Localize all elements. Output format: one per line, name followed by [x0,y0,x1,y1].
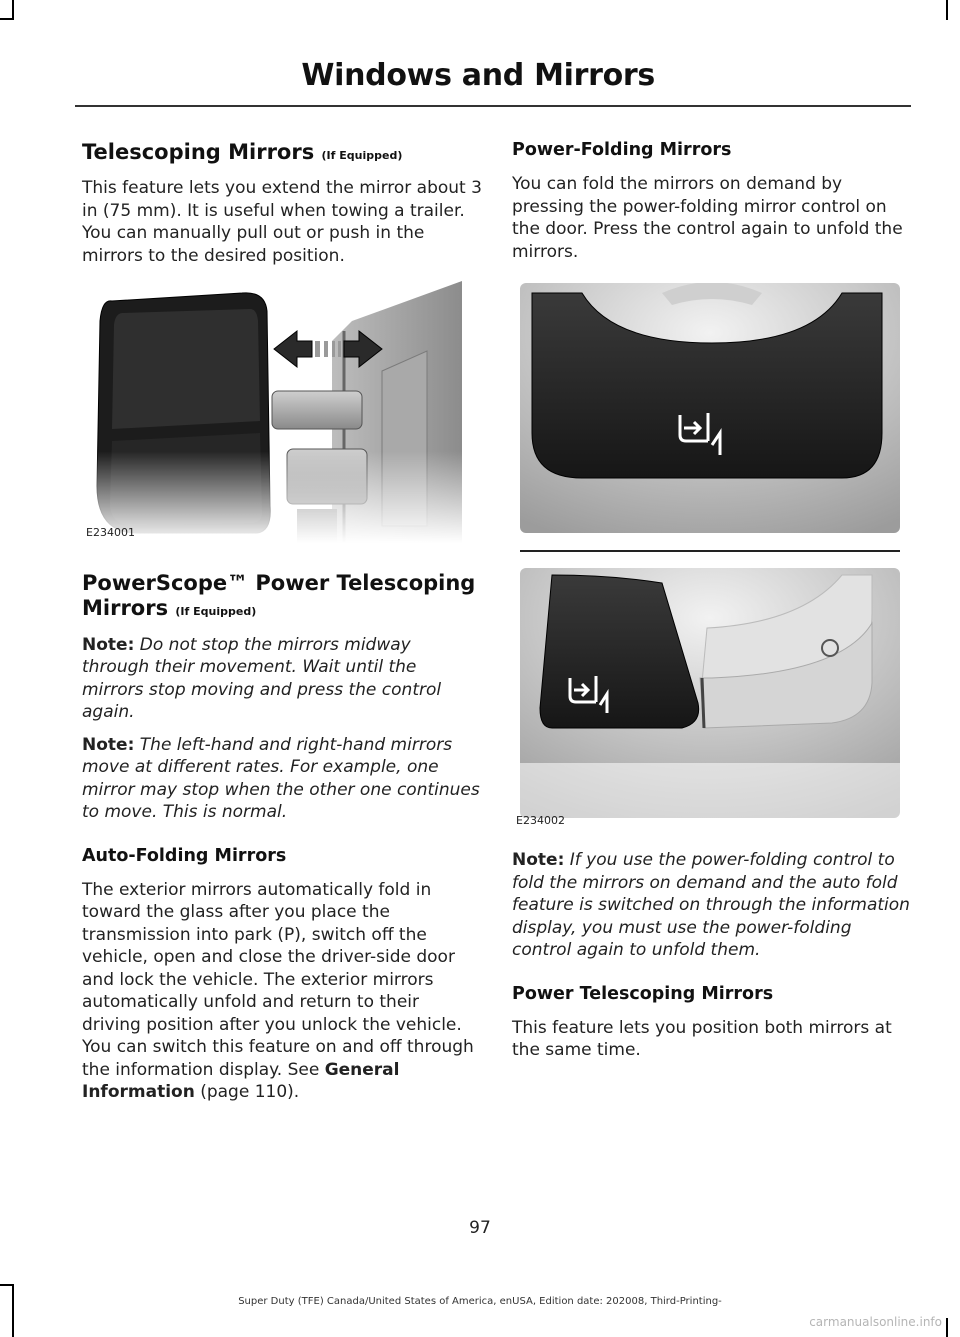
figure-code: E234002 [516,814,565,827]
note-label: Note: [82,734,135,755]
footer-edition-line: Super Duty (TFE) Canada/United States of America, enUSA, Edition date: 202008, Third-Printing- [238,1296,722,1307]
crop-mark-bottom-left-v [12,1284,14,1337]
crop-mark-top-left-h [0,18,14,20]
crop-mark-top-left-v [12,0,14,20]
crop-mark-bottom-left-h [0,1284,14,1286]
section-heading-powerscope [82,571,482,621]
body-text: The exterior mirrors automatically fold in toward the glass after you place the transmission into park (P), switch off the vehicle, open and close the driver-side door and lock the vehicle. The exterior mirrors automatically unfold and return to their driving position after you unlock the vehicle. You can switch this feature on and off through the information display. See [82,879,474,1080]
power-folding-control-illustration [512,283,912,833]
page-reference: (page 110). [200,1082,300,1103]
power-folding-control-figure [512,283,892,833]
telescoping-mirror-figure [82,281,462,543]
autofolding-body [82,879,482,1104]
powerfolding-note [512,849,912,962]
page-number: 97 [469,1218,491,1238]
watermark: carmanualsonline.info [809,1315,942,1329]
crop-mark-bottom-right-v [946,1318,948,1337]
crop-mark-top-right-v [946,0,948,20]
telescoping-mirror-illustration [82,281,462,543]
note-label: Note: [512,850,565,870]
figure-code: E234001 [86,526,135,540]
left-column [82,140,482,1104]
powerfolding-body: You can fold the mirrors on demand by pressing the power-folding mirror control on the door. Press the control again to unfold the mirrors. [512,174,903,262]
section-heading-autofolding: Auto-Folding Mirrors [82,845,287,866]
section-heading-telescoping [82,140,482,165]
if-equipped-tag: (If Equipped) [321,149,403,162]
section-heading-power-telescoping: Power Telescoping Mirrors [512,983,774,1004]
note-text: The left-hand and right-hand mirrors move at different rates. For example, one mirror may stop when the other one continues to move. This is normal. [82,734,480,823]
power-telescoping-body: This feature lets you position both mirrors at the same time. [512,1017,892,1060]
powerscope-note-1 [82,634,482,724]
header-divider [75,105,911,107]
heading-text: Telescoping Mirrors [82,140,315,164]
telescoping-body: This feature lets you extend the mirror about 3 in (75 mm). It is useful when towing a trailer. You can manually pull out or push in the mirrors to the desired position. [82,178,482,266]
note-text: If you use the power-folding control to fold the mirrors on demand and the auto fold feature is switched on through the information display, you must use the power-folding control again to unfold them. [512,850,910,960]
heading-text: PowerScope™ Power Telescoping Mirrors [82,571,476,621]
note-label: Note: [82,634,135,655]
note-text: Do not stop the mirrors midway through their movement. Wait until the mirrors stop moving and press the control again. [82,634,442,723]
cross-reference-link[interactable]: General Information [82,1059,400,1103]
powerscope-note-2 [82,734,482,824]
right-column [512,140,912,1062]
section-heading-powerfolding: Power-Folding Mirrors [512,140,732,160]
if-equipped-tag: (If Equipped) [175,605,257,619]
page-header-title: Windows and Mirrors [301,58,655,93]
